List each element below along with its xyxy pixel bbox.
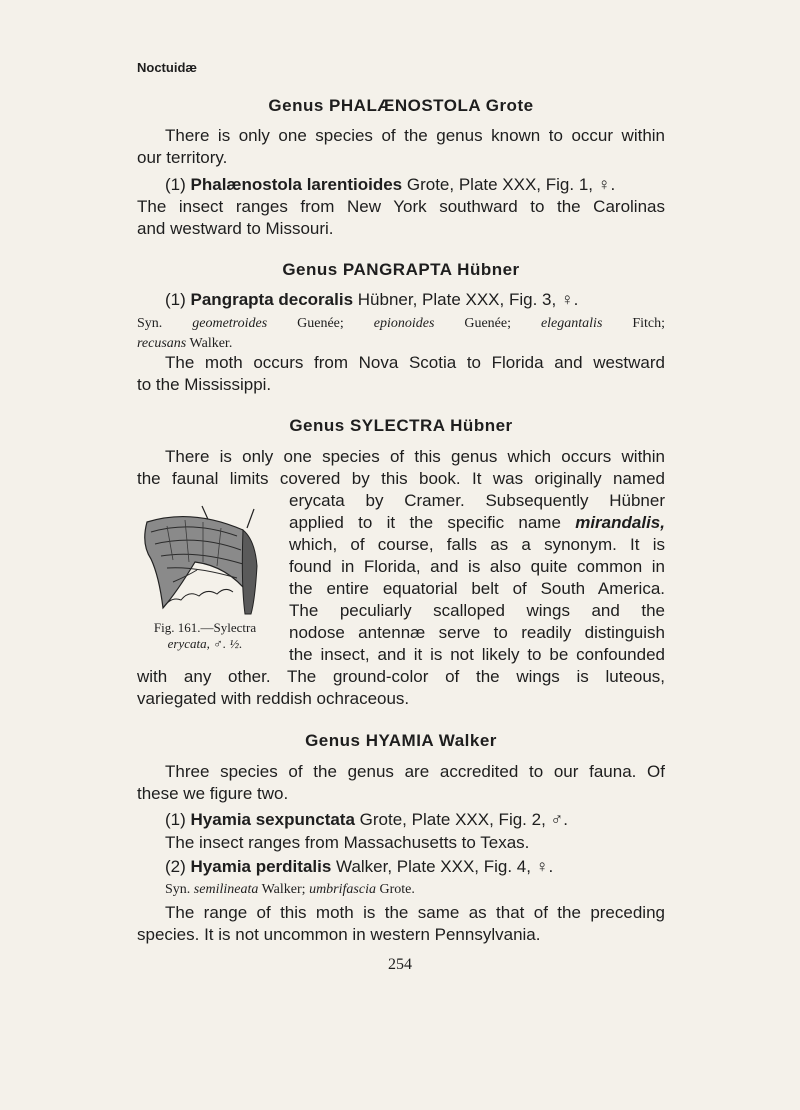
hyamia-perditalis-range [137,902,665,946]
phalaenostola-range [137,196,665,240]
text-line: species. It is not uncommon in western Pennsylvania. [137,925,541,944]
text-line: The moth occurs from Nova Scotia to Florida and westward [165,353,665,372]
species-name: Phalænostola larentioides [190,175,403,194]
text-line: The peculiarly scalloped wings and the [289,601,665,620]
sylectra-paragraph-bottom [137,666,665,710]
text-line: applied to it the specific name mirandalis, [289,513,665,532]
text-line: and westward to Missouri. [137,219,334,238]
genus-heading-pangrapta: Genus PANGRAPTA Hübner [282,260,520,279]
text-line: to the Mississippi. [137,375,272,394]
species-entry-pangrapta-decoralis [165,289,665,311]
text-line: There is only one species of the genus known to occur within [165,126,665,145]
species-number: (1) [165,810,186,829]
text-line: with any other. The ground-color of the wings is luteous, [137,667,665,686]
moth-illustration [137,504,267,616]
text-line: Syn. geometroides Guenée; epionoides Guenée; elegantalis Fitch; [137,316,666,331]
figure-sylectra-erycata [137,504,277,621]
species-citation: Grote, Plate XXX, Fig. 1, ♀. [406,175,616,194]
caption-line: erycata, ♂. ½. [167,636,243,651]
text-line: the faunal limits covered by this book. It was originally named [137,469,665,488]
genus-heading-sylectra: Genus SYLECTRA Hübner [289,416,513,435]
hyamia-intro [137,761,665,805]
text-line: the entire equatorial belt of South America. [289,579,665,598]
species-entry-hyamia-sexpunctata [165,809,665,831]
text-line: recusans Walker. [137,336,233,351]
figure-caption [130,620,280,652]
species-entry-hyamia-perditalis [165,856,665,878]
text-line: The insect ranges from New York southward to the Carolinas [137,197,665,216]
text-line: found in Florida, and is also quite common in [289,557,665,576]
species-number: (1) [165,175,186,194]
genus-heading-hyamia: Genus HYAMIA Walker [305,731,497,750]
page-number: 254 [388,956,412,973]
text-line: nodose antennæ serve to readily distinguish [289,623,665,642]
hyamia-synonyms: Syn. semilineata Walker; umbrifascia Grote. [165,882,415,897]
text-line: which, of course, falls as a synonym. It is [289,535,665,554]
genus-heading-phalaenostola: Genus PHALÆNOSTOLA Grote [268,96,534,115]
text-line: our territory. [137,148,228,167]
species-name: Hyamia sexpunctata [190,810,355,829]
caption-line: Fig. 161.—Sylectra [153,620,257,635]
species-number: (1) [165,290,186,309]
phalaenostola-intro [137,125,665,169]
text-line: the insect, and it is not likely to be confounded [289,645,665,664]
sylectra-paragraph-wrapped [289,490,665,666]
text-line: these we figure two. [137,784,289,803]
text-line: variegated with reddish ochraceous. [137,689,410,708]
text-line: There is only one species of this genus which occurs within [165,447,665,466]
running-head: Noctuidæ [137,60,197,75]
species-citation: Walker, Plate XXX, Fig. 4, ♀. [336,857,554,876]
species-name: Pangrapta decoralis [190,290,354,309]
sylectra-paragraph-top [137,446,665,490]
species-citation: Hübner, Plate XXX, Fig. 3, ♀. [357,290,579,309]
species-number: (2) [165,857,186,876]
text-line: Three species of the genus are accredited to our fauna. Of [165,762,665,781]
pangrapta-range [137,352,665,396]
species-name: Hyamia perditalis [190,857,332,876]
species-entry-phalaenostola-larentioides [165,174,665,196]
hyamia-sexpunctata-range: The insect ranges from Massachusetts to Texas. [165,833,530,852]
pangrapta-synonyms [137,314,665,354]
text-line: The range of this moth is the same as that of the preceding [165,903,665,922]
species-citation: Grote, Plate XXX, Fig. 2, ♂. [359,810,568,829]
text-line: erycata by Cramer. Subsequently Hübner [289,491,665,510]
